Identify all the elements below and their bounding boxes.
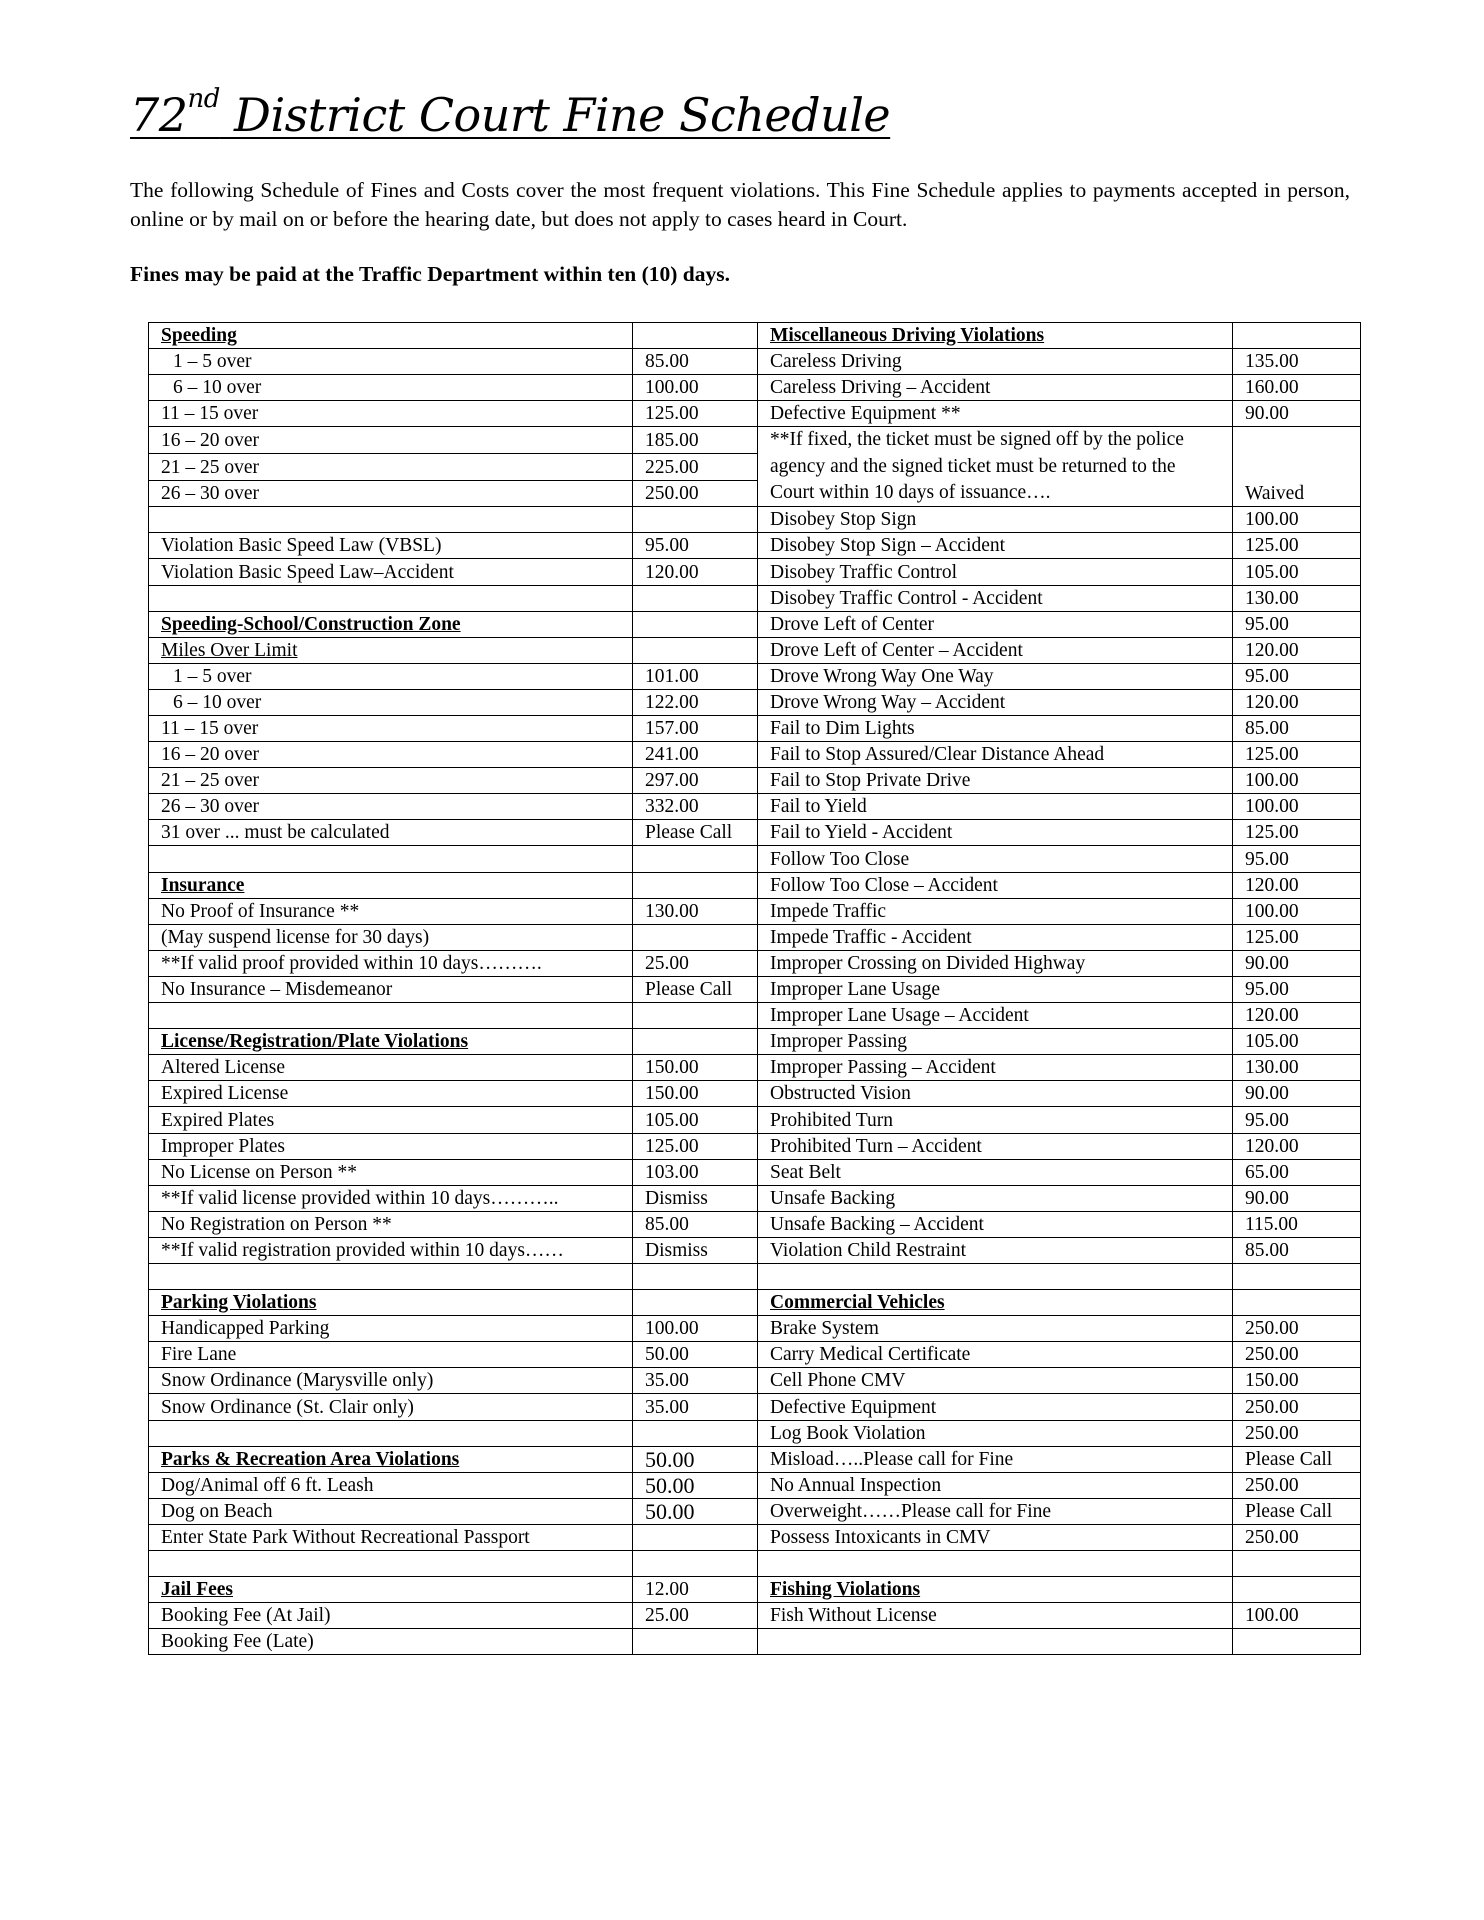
fine-right: 100.00	[1233, 1603, 1361, 1629]
violation-right: Drove Wrong Way One Way	[758, 663, 1233, 689]
fine-right	[1233, 1290, 1361, 1316]
table-row	[149, 1263, 1361, 1289]
fine-left: 50.00	[633, 1498, 758, 1524]
table-row	[149, 716, 1361, 742]
fine-left	[633, 637, 758, 663]
violation-right: Improper Lane Usage	[758, 976, 1233, 1002]
table-row	[149, 1159, 1361, 1185]
violation-right: Drove Left of Center	[758, 611, 1233, 637]
violation-left: 6 – 10 over	[149, 689, 633, 715]
violation-right: Fishing Violations	[758, 1577, 1233, 1603]
table-row	[149, 742, 1361, 768]
violation-left: Handicapped Parking	[149, 1316, 633, 1342]
violation-left: No Registration on Person **	[149, 1211, 633, 1237]
fine-left	[633, 872, 758, 898]
violation-left: Violation Basic Speed Law–Accident	[149, 559, 633, 585]
violation-left: **If valid proof provided within 10 days……….	[149, 950, 633, 976]
fine-left: 297.00	[633, 768, 758, 794]
violation-right: Misload…..Please call for Fine	[758, 1446, 1233, 1472]
table-row	[149, 1029, 1361, 1055]
violation-left: 21 – 25 over	[149, 768, 633, 794]
violation-right: Fail to Yield - Accident	[758, 820, 1233, 846]
fine-right	[1233, 1629, 1361, 1655]
fine-right: 100.00	[1233, 898, 1361, 924]
fine-left: 241.00	[633, 742, 758, 768]
fine-left	[633, 1029, 758, 1055]
fine-right: 90.00	[1233, 950, 1361, 976]
fine-left	[633, 507, 758, 533]
fine-left: 332.00	[633, 794, 758, 820]
violation-left: No Insurance – Misdemeanor	[149, 976, 633, 1002]
violation-right: Improper Lane Usage – Accident	[758, 1003, 1233, 1029]
table-row	[149, 1577, 1361, 1603]
table-row	[149, 323, 1361, 349]
violation-left: 26 – 30 over	[149, 480, 633, 507]
fine-right: Please Call	[1233, 1498, 1361, 1524]
table-row	[149, 1342, 1361, 1368]
violation-right: Disobey Traffic Control - Accident	[758, 585, 1233, 611]
fine-left: Dismiss	[633, 1185, 758, 1211]
violation-left: Miles Over Limit	[149, 637, 633, 663]
table-row	[149, 1368, 1361, 1394]
table-row	[149, 976, 1361, 1002]
fine-left: 50.00	[633, 1472, 758, 1498]
table-row	[149, 1551, 1361, 1577]
fine-left: 101.00	[633, 663, 758, 689]
fine-left: 35.00	[633, 1368, 758, 1394]
violation-left: 26 – 30 over	[149, 794, 633, 820]
fine-left	[633, 1629, 758, 1655]
fine-left: 100.00	[633, 375, 758, 401]
fine-left: 122.00	[633, 689, 758, 715]
fine-left: 250.00	[633, 480, 758, 507]
fine-right: 100.00	[1233, 794, 1361, 820]
violation-right: Obstructed Vision	[758, 1081, 1233, 1107]
fine-right: 95.00	[1233, 663, 1361, 689]
violation-left: Snow Ordinance (Marysville only)	[149, 1368, 633, 1394]
violation-left: 6 – 10 over	[149, 375, 633, 401]
violation-right: Overweight……Please call for Fine	[758, 1498, 1233, 1524]
violation-left	[149, 846, 633, 872]
violation-left: No Proof of Insurance **	[149, 898, 633, 924]
table-row	[149, 768, 1361, 794]
violation-left: Insurance	[149, 872, 633, 898]
violation-right: Improper Passing	[758, 1029, 1233, 1055]
violation-right: Fail to Dim Lights	[758, 716, 1233, 742]
fine-left: 130.00	[633, 898, 758, 924]
fine-left: Dismiss	[633, 1237, 758, 1263]
fine-right: 250.00	[1233, 1420, 1361, 1446]
violation-left: Booking Fee (Late)	[149, 1629, 633, 1655]
violation-right	[758, 1629, 1233, 1655]
violation-right: Brake System	[758, 1316, 1233, 1342]
fine-right: 95.00	[1233, 1107, 1361, 1133]
fine-right: 120.00	[1233, 689, 1361, 715]
fine-right: 125.00	[1233, 742, 1361, 768]
fine-left: 25.00	[633, 950, 758, 976]
violation-right: Impede Traffic	[758, 898, 1233, 924]
violation-right: Improper Passing – Accident	[758, 1055, 1233, 1081]
violation-left: **If valid license provided within 10 days………..	[149, 1185, 633, 1211]
fine-right: 125.00	[1233, 924, 1361, 950]
table-row	[149, 559, 1361, 585]
violation-right	[758, 1551, 1233, 1577]
page-title	[130, 84, 891, 142]
fine-left: 157.00	[633, 716, 758, 742]
fine-right: 250.00	[1233, 1472, 1361, 1498]
table-row	[149, 872, 1361, 898]
violation-right: Unsafe Backing	[758, 1185, 1233, 1211]
fine-left	[633, 1551, 758, 1577]
violation-right: Defective Equipment **	[758, 401, 1233, 427]
violation-right: Violation Child Restraint	[758, 1237, 1233, 1263]
violation-right: Unsafe Backing – Accident	[758, 1211, 1233, 1237]
table-row	[149, 898, 1361, 924]
fine-left: 100.00	[633, 1316, 758, 1342]
fine-right	[1233, 1263, 1361, 1289]
violation-left	[149, 1551, 633, 1577]
table-row	[149, 689, 1361, 715]
violation-left: 16 – 20 over	[149, 742, 633, 768]
violation-right: Cell Phone CMV	[758, 1368, 1233, 1394]
violation-left: Speeding-School/Construction Zone	[149, 611, 633, 637]
fine-right: 85.00	[1233, 1237, 1361, 1263]
violation-left	[149, 507, 633, 533]
violation-left	[149, 1263, 633, 1289]
fine-right: 90.00	[1233, 1185, 1361, 1211]
violation-left	[149, 585, 633, 611]
violation-left: Enter State Park Without Recreational Passport	[149, 1524, 633, 1550]
table-row	[149, 585, 1361, 611]
title-suffix: nd	[187, 84, 220, 114]
violation-left: 21 – 25 over	[149, 454, 633, 481]
fine-right	[1233, 323, 1361, 349]
table-row	[149, 1472, 1361, 1498]
violation-left: Improper Plates	[149, 1133, 633, 1159]
fine-left: Please Call	[633, 820, 758, 846]
violation-right: Improper Crossing on Divided Highway	[758, 950, 1233, 976]
violation-left	[149, 1420, 633, 1446]
violation-left: 1 – 5 over	[149, 663, 633, 689]
table-row	[149, 663, 1361, 689]
violation-left: Speeding	[149, 323, 633, 349]
fine-left	[633, 323, 758, 349]
violation-right: Miscellaneous Driving Violations	[758, 323, 1233, 349]
fine-right: 90.00	[1233, 1081, 1361, 1107]
fine-left: 50.00	[633, 1446, 758, 1472]
fine-right: 105.00	[1233, 559, 1361, 585]
fine-right	[1233, 1551, 1361, 1577]
intro-paragraph: The following Schedule of Fines and Costs cover the most frequent violations. This Fine Schedule applies to payments accepted in person, online or by mail on or before the hearing date, but does not apply to cases heard in Court.	[130, 178, 1350, 231]
fine-left: 25.00	[633, 1603, 758, 1629]
violation-right: Disobey Stop Sign	[758, 507, 1233, 533]
violation-left: No License on Person **	[149, 1159, 633, 1185]
fine-left: 50.00	[633, 1342, 758, 1368]
fine-right: 65.00	[1233, 1159, 1361, 1185]
title-number: 72	[130, 88, 188, 142]
table-row	[149, 820, 1361, 846]
fine-right: 90.00	[1233, 401, 1361, 427]
table-row	[149, 1107, 1361, 1133]
violation-right: Prohibited Turn – Accident	[758, 1133, 1233, 1159]
table-row	[149, 1420, 1361, 1446]
table-row	[149, 349, 1361, 375]
table-row	[149, 794, 1361, 820]
violation-left: 11 – 15 over	[149, 401, 633, 427]
violation-right: Disobey Stop Sign – Accident	[758, 533, 1233, 559]
violation-right: Impede Traffic - Accident	[758, 924, 1233, 950]
fine-right: 160.00	[1233, 375, 1361, 401]
table-row	[149, 1003, 1361, 1029]
violation-right: Fail to Stop Assured/Clear Distance Ahead	[758, 742, 1233, 768]
table-row	[149, 637, 1361, 663]
fine-right: 95.00	[1233, 846, 1361, 872]
fine-right: 120.00	[1233, 1133, 1361, 1159]
fine-left: 103.00	[633, 1159, 758, 1185]
violation-right: Prohibited Turn	[758, 1107, 1233, 1133]
fine-left: 150.00	[633, 1055, 758, 1081]
violation-left: 1 – 5 over	[149, 349, 633, 375]
fine-right: 105.00	[1233, 1029, 1361, 1055]
fine-left: 12.00	[633, 1577, 758, 1603]
fine-right: 135.00	[1233, 349, 1361, 375]
fine-right: 130.00	[1233, 1055, 1361, 1081]
fine-left	[633, 585, 758, 611]
table-row	[149, 507, 1361, 533]
fine-right: 250.00	[1233, 1524, 1361, 1550]
violation-right: Follow Too Close – Accident	[758, 872, 1233, 898]
fine-right: 250.00	[1233, 1316, 1361, 1342]
fine-left: 125.00	[633, 401, 758, 427]
violation-left: Booking Fee (At Jail)	[149, 1603, 633, 1629]
fine-right: 95.00	[1233, 976, 1361, 1002]
violation-right: Carry Medical Certificate	[758, 1342, 1233, 1368]
table-row	[149, 401, 1361, 427]
fine-left: 125.00	[633, 1133, 758, 1159]
violation-left: Parking Violations	[149, 1290, 633, 1316]
violation-right	[758, 1263, 1233, 1289]
table-row	[149, 950, 1361, 976]
table-row	[149, 1524, 1361, 1550]
violation-left: License/Registration/Plate Violations	[149, 1029, 633, 1055]
fine-right: 250.00	[1233, 1342, 1361, 1368]
violation-left: (May suspend license for 30 days)	[149, 924, 633, 950]
fine-left: 35.00	[633, 1394, 758, 1420]
violation-left: Fire Lane	[149, 1342, 633, 1368]
table-row	[149, 1133, 1361, 1159]
fine-right: 95.00	[1233, 611, 1361, 637]
violation-right: Possess Intoxicants in CMV	[758, 1524, 1233, 1550]
violation-left: 16 – 20 over	[149, 427, 633, 454]
violation-left: Expired Plates	[149, 1107, 633, 1133]
fine-left	[633, 1263, 758, 1289]
table-row	[149, 924, 1361, 950]
table-row	[149, 427, 1361, 454]
violation-right: Seat Belt	[758, 1159, 1233, 1185]
fine-left	[633, 1524, 758, 1550]
fine-schedule-table	[148, 322, 1361, 1655]
violation-right: Fail to Stop Private Drive	[758, 768, 1233, 794]
table-row	[149, 1498, 1361, 1524]
violation-left: Dog/Animal off 6 ft. Leash	[149, 1472, 633, 1498]
fine-right: 125.00	[1233, 820, 1361, 846]
fine-schedule-body	[149, 323, 1361, 1655]
table-row	[149, 533, 1361, 559]
violation-left: Altered License	[149, 1055, 633, 1081]
violation-left: **If valid registration provided within 10 days……	[149, 1237, 633, 1263]
fine-right: 115.00	[1233, 1211, 1361, 1237]
fine-left: Please Call	[633, 976, 758, 1002]
table-row	[149, 1394, 1361, 1420]
table-row	[149, 611, 1361, 637]
fine-left	[633, 1290, 758, 1316]
fine-right: Please Call	[1233, 1446, 1361, 1472]
violation-right: No Annual Inspection	[758, 1472, 1233, 1498]
table-row	[149, 1185, 1361, 1211]
fine-left	[633, 924, 758, 950]
table-row	[149, 846, 1361, 872]
violation-left	[149, 1003, 633, 1029]
violation-right: Fish Without License	[758, 1603, 1233, 1629]
violation-left: Violation Basic Speed Law (VBSL)	[149, 533, 633, 559]
fine-left: 120.00	[633, 559, 758, 585]
fine-left	[633, 1420, 758, 1446]
fine-right: 250.00	[1233, 1394, 1361, 1420]
table-row	[149, 1446, 1361, 1472]
fine-right: 130.00	[1233, 585, 1361, 611]
table-row	[149, 1603, 1361, 1629]
table-row	[149, 1629, 1361, 1655]
fine-left	[633, 611, 758, 637]
table-row	[149, 1055, 1361, 1081]
fine-right: 100.00	[1233, 507, 1361, 533]
violation-left: Dog on Beach	[149, 1498, 633, 1524]
payment-notice: Fines may be paid at the Traffic Department within ten (10) days.	[130, 262, 730, 286]
fine-left: 185.00	[633, 427, 758, 454]
fine-right: 100.00	[1233, 768, 1361, 794]
violation-right: Commercial Vehicles	[758, 1290, 1233, 1316]
fine-right: 120.00	[1233, 637, 1361, 663]
fine-left: 95.00	[633, 533, 758, 559]
fine-left: 85.00	[633, 349, 758, 375]
violation-right: Drove Left of Center – Accident	[758, 637, 1233, 663]
table-row	[149, 1211, 1361, 1237]
table-row	[149, 375, 1361, 401]
fine-left: 225.00	[633, 454, 758, 481]
violation-right: Follow Too Close	[758, 846, 1233, 872]
fine-left	[633, 846, 758, 872]
violation-left: 31 over ... must be calculated	[149, 820, 633, 846]
title-text: District Court Fine Schedule	[219, 88, 891, 142]
violation-right: Disobey Traffic Control	[758, 559, 1233, 585]
fine-left: 85.00	[633, 1211, 758, 1237]
table-row	[149, 1290, 1361, 1316]
violation-right: **If fixed, the ticket must be signed off by the police agency and the signed ticket must be returned to the Court within 10 days of issuance….	[758, 427, 1233, 507]
violation-left: Expired License	[149, 1081, 633, 1107]
table-row	[149, 1316, 1361, 1342]
fine-right: 125.00	[1233, 533, 1361, 559]
violation-right: Careless Driving – Accident	[758, 375, 1233, 401]
fine-left: 105.00	[633, 1107, 758, 1133]
fine-right: 120.00	[1233, 872, 1361, 898]
violation-right: Careless Driving	[758, 349, 1233, 375]
violation-left: Jail Fees	[149, 1577, 633, 1603]
violation-right: Fail to Yield	[758, 794, 1233, 820]
fine-right: Waived	[1233, 427, 1361, 507]
fine-left: 150.00	[633, 1081, 758, 1107]
violation-left: Parks & Recreation Area Violations	[149, 1446, 633, 1472]
violation-right: Log Book Violation	[758, 1420, 1233, 1446]
table-row	[149, 1237, 1361, 1263]
violation-left: Snow Ordinance (St. Clair only)	[149, 1394, 633, 1420]
violation-right: Drove Wrong Way – Accident	[758, 689, 1233, 715]
table-row	[149, 1081, 1361, 1107]
fine-right: 150.00	[1233, 1368, 1361, 1394]
violation-right: Defective Equipment	[758, 1394, 1233, 1420]
fine-right: 120.00	[1233, 1003, 1361, 1029]
violation-left: 11 – 15 over	[149, 716, 633, 742]
fine-right: 85.00	[1233, 716, 1361, 742]
fine-right	[1233, 1577, 1361, 1603]
fine-left	[633, 1003, 758, 1029]
